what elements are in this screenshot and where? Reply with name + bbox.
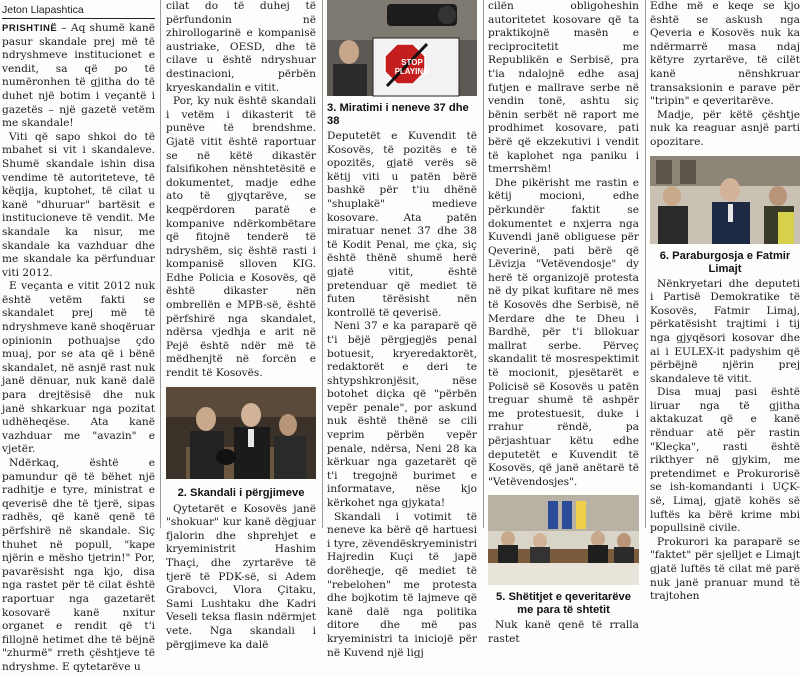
section-heading-6: 6. Paraburgosja e Fatmir Limajt (659, 249, 791, 275)
section-heading-3: 3. Miratimi i neneve 37 dhe 38 (327, 102, 469, 127)
photo-protest (327, 0, 477, 96)
paragraph: Skandali i votimit të neneve ka bërë që hartuesi i tyre, zëvendëskryeministri Hajredin Kuçi të japë dorëheqje, që mediet të "rebelohen" me protesta dhe bojkotim të lajmeve që kanë dalë nga politika ditore dhe më pas kryeministri ta iniciojë për në Kuvend një ligj (327, 510, 478, 659)
photo-government-meeting (488, 495, 639, 585)
paragraph: E veçanta e vitit 2012 nuk është vetëm fakti se skandalet prej më të ndryshmeve kanë shoqëruar opinionin pothuajse çdo muaj, por se ata që i bënë skandalet, në asnjë rast nuk janë dënuar, nuk kanë dalë para drejtësisë dhe nuk janë shkarkuar nga pozitat udhëheqëse. Ata kanë vazhduar me "avazin" e vjetër. (2, 280, 155, 456)
paragraph: Disa muaj pasi është liruar nga të gjitha aktakuzat që e kanë rënduar atë për rastin "Kleçka", rasti është rikthyer në gjykim, me pretendimet e Prokurorisë se ish-komandanti i UÇK-së, Limaj, gjatë kohës së luftës ka bërë krime mbi popullsinë civile. (650, 386, 800, 535)
byline: Jeton Llapashtica (2, 0, 155, 19)
column-4 (488, 0, 639, 645)
stop-sign-label: STOP PLAYING (394, 58, 430, 76)
column-1 (2, 0, 155, 673)
section-heading-5: 5. Shëtitjet e qeveritarëve me para të shtetit (496, 591, 631, 617)
paragraph: Qytetarët e Kosovës janë "shokuar" kur kanë dëgjuar fjalorin dhe shprehjet e kryeministrit Hashim Thaçi, dhe zyrtarëve të tjerë të PDK-së, si Adem Grabovci, Vlora Çitaku, Sami Lushtaku dhe Kadri Veseli teksa flasin ndërmjet vete. Nga skandali i përgjimeve ka dalë (166, 502, 316, 651)
photo-limaj (650, 156, 800, 244)
section-heading-2: 2. Skandali i përgjimeve (177, 486, 305, 499)
paragraph: Madje, për këtë çështje nuk ka reaguar asnjë parti opozitare. (650, 108, 800, 148)
paragraph: Dhe pikërisht me rastin e këtij mocioni, edhe përkundër faktit se dokumentet e nxjerra nga Kuvendi janë obliguese për Qeverinë, pati bërë që Lëvizja "Vetëvendosje" dy herë të organizojë protesta në dy pikat kufitare në mes të Kosovës dhe Serbisë, në Merdare dhe te Dheu i Bardhë, për t'i bllokuar mallrat serbe. Përveç skandalit të mosrespektimit të mocionit, pjesëtarët e Policisë së Kosovës u patën treguar shumë të ashpër me protestuesit, duke i rrahur rëndë, pa përjashtuar këtu edhe deputetët e Kuvendit të Kosovës, që janë anëtarë të "Vetëvendosjes". (488, 176, 639, 488)
paragraph: cilat do të duhej të përfundonin në zhirollogarinë e kompanisë austriake, OESD, dhe të cilave u është ndryshuar destinacioni, përbën kryeskandalin e vitit. (166, 0, 316, 94)
column-2 (166, 0, 316, 651)
paragraph: Edhe më e keqe se kjo është se askush nga Qeveria e Kosovës nuk ka ndërmarrë masa ndaj këtyre zyrtarëve, të cilët kanë nënshkruar transaksionin e parave për "tripin" e qeveritarëve. (650, 0, 800, 108)
paragraph: Deputetët e Kuvendit të Kosovës, të pozitës e të opozitës, gjatë verës së këtij viti u patën bërë bashkë për t'iu dhënë "shuplakë" medieve kosovare. Ata patën miratuar nenet 37 dhe 38 të Kodit Penal, me çka, siç është thënë shumë herë gjatë vitit, është pretenduar që mediet të futen tërësisht nën kontrollë të qeverisë. (327, 130, 477, 319)
paragraph: Prokurori ka paraparë se "faktet" për sjelljet e Limajt gjatë luftës të cilat më parë nuk janë pranuar mund të trajtohen (650, 535, 800, 603)
paragraph: Nuk kanë qenë të rralla rastet (488, 619, 639, 645)
paragraph: Viti që sapo shkoi do të mbahet si vit i skandaleve. Shumë skandale ishin disa vendime të autoriteteve, të këqija, kuptohet, të cilat u kanë "dhuruar" bartësit e institucioneve të vendit. Me skandale ka nisur, me skandale ka vazhduar dhe me skandale ka përfunduar viti 2012. (2, 130, 155, 279)
paragraph: Neni 37 e ka paraparë që t'i bëjë përgjegjës penal botuesit, kryeredaktorët, redaktorët e deri te shtypshkronjësit, nëse botohet diçka që "përbën vepër penale", por askund nuk është thënë se cili veprim përbën vepër penale, ndërsa, Neni 28 ka kërkuar nga gazetarët që t'i tregojnë burimet e informatave, nëse kjo kërkohet nga gjykata! (327, 320, 477, 510)
photo-politicians (166, 387, 316, 479)
column-3 (327, 0, 478, 659)
column-5 (650, 0, 800, 603)
dateline: PRISHTINË (2, 23, 58, 34)
paragraph: cilën obligoheshin autoritetet kosovare që ta praktikojnë masën e reciprocitetit me Republikën e Serbisë, pra t'ia ndalojnë edhe asaj futjen e mallrave serbe në vendin tonë, ashtu siç bënin serbët në raport me prodhimet kosovare, pati bërë që ekzekutivi i vendit të kaplohet nga paniku i tmerrshëm! (488, 0, 639, 176)
paragraph: Ndërkaq, është e pamundur që të bëhet një radhitje e tyre, ministrat e qeverisë dhe të tjerë, sipas radhës, që kanë qenë të përfshirë në skandale. Siç thuhet në popull, "kape njërin e mësho tjetrin!" Por, pavarësisht nga kjo, disa nga rastet për të cilat është raportuar nga gazetarët kosovarë kanë nxitur organet e rendit që t'i fillojnë hetimet dhe të bëjnë "zhurmë" rreth çështjeve të ndryshme. E qytetarëve u (2, 457, 155, 673)
paragraph: Nënkryetari dhe deputeti i Partisë Demokratike të Kosovës, Fatmir Limaj, përkatësisht trajtimi i tij nga gjyqësori kosovar dhe ai i EULEX-it padyshim që përbëjnë njërin prej skandaleve të vitit. (650, 277, 800, 385)
paragraph: Por, ky nuk është skandali i vetëm i dikasterit të punëve të brendshme. Gjatë vitit është raportuar se në këtë dikastër falsifikohen nënshtetësitë e dokumentet, madje edhe ato të gjyqtarëve, se keqpërdoren paratë e kompanive ndërkombëtare që fitojnë tenderë të ndryshëm, siç është rasti i kompanisë slloven KIG. Edhe Policia e Kosovës, që është dikaster nën ombrellën e MPB-së, është përfshirë nga skandalet, ndërsa vjedhja e arit në Pejë është ndër më të mëdhenjtë në forcën e rendit të Kosovës. (166, 95, 316, 380)
lead-paragraph: PRISHTINË – Aq shumë kanë pasur skandale prej më të ndryshmeve institucionet e vendit, sa që po të numëronhen të gjitha do të duhet një botim i veçantë i gazetës – një gazetë vetëm me skandale! (2, 22, 155, 130)
